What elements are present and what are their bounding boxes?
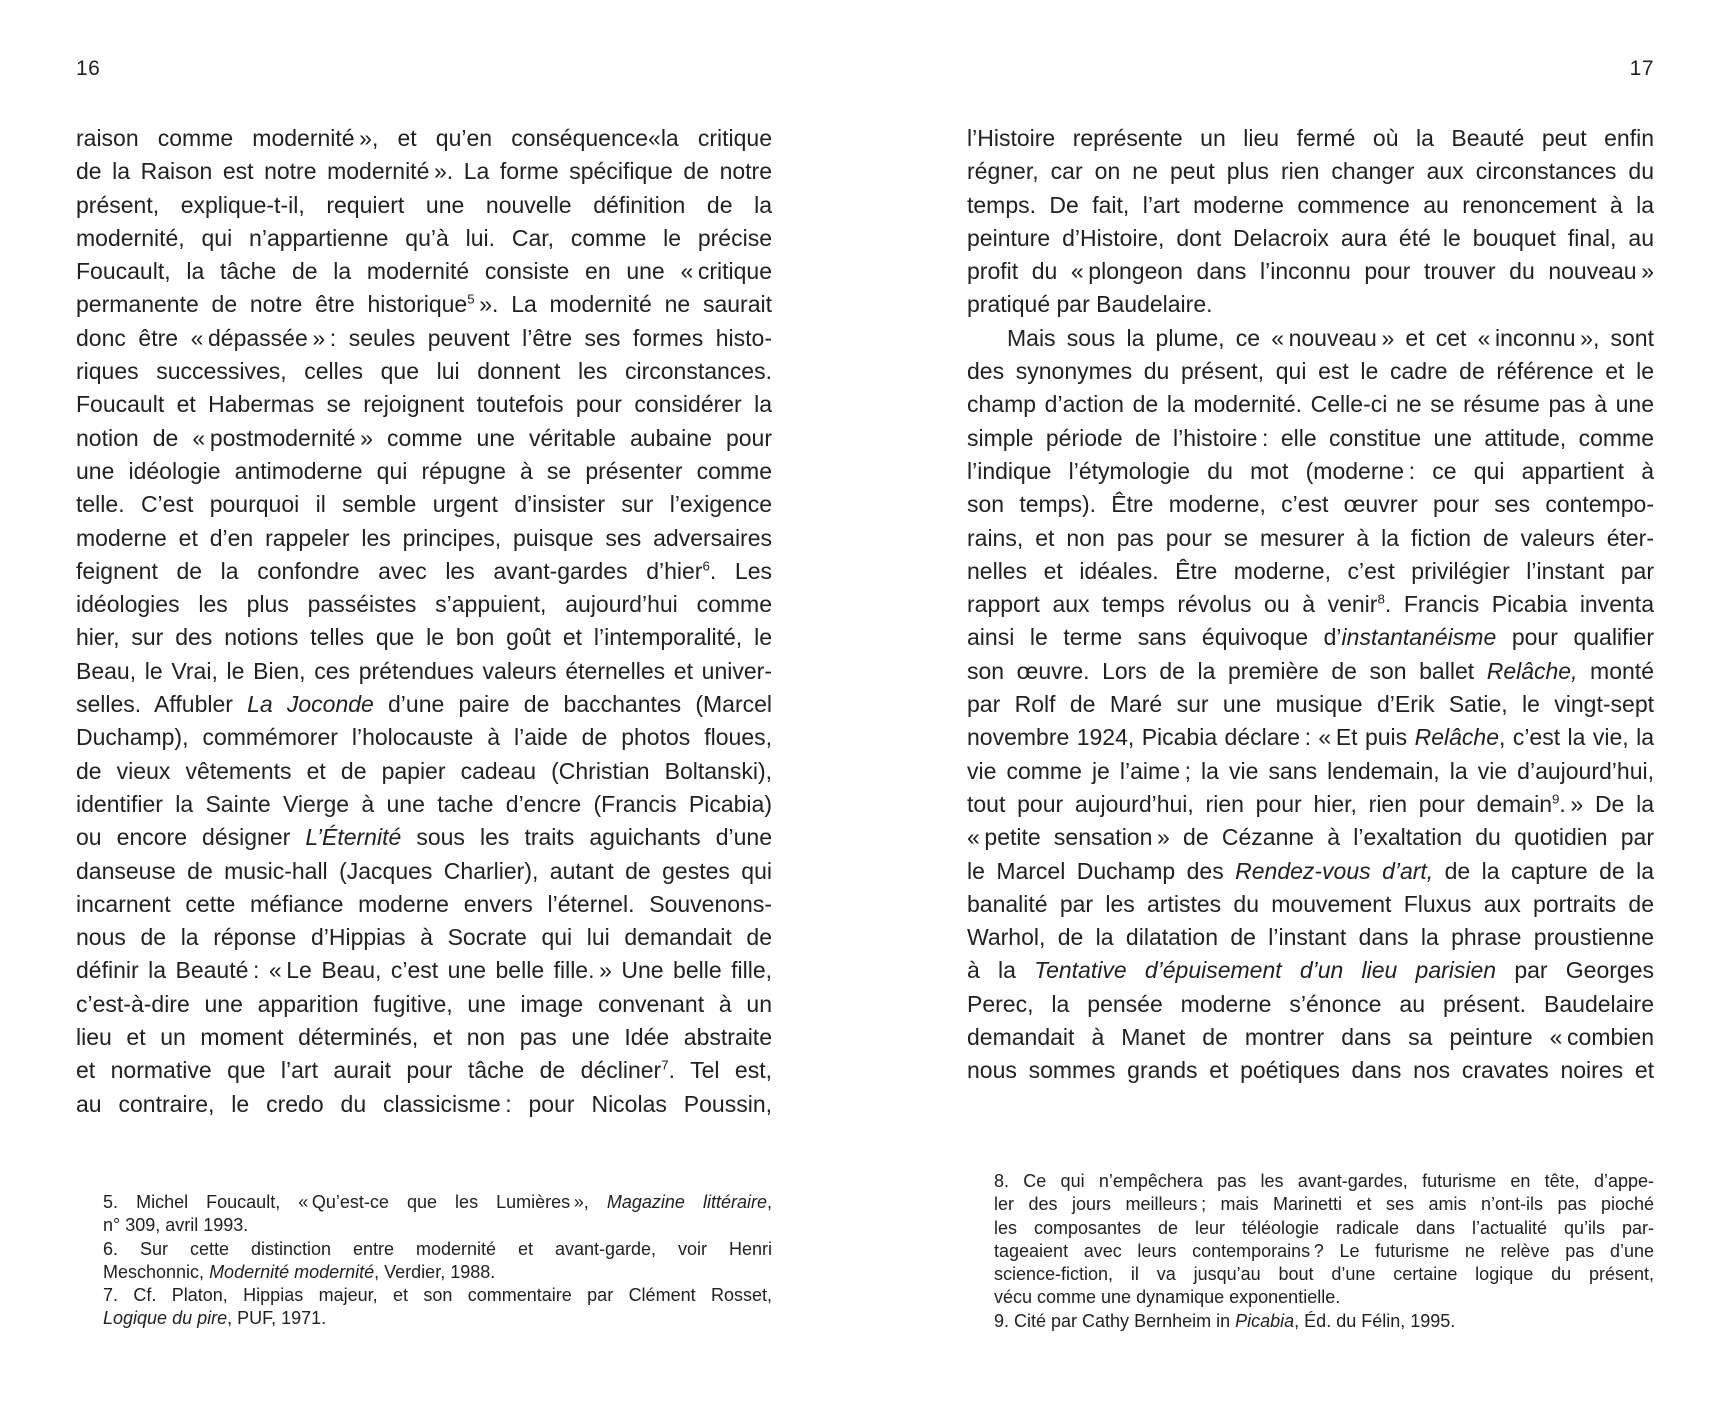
text-line: nelles et idéales. Être moderne, c’est privilégier l’instant par [967, 557, 1654, 584]
text-line: profit du « plongeon dans l’inconnu pour trouver du nouveau » [967, 258, 1654, 285]
text-line: l’Histoire représente un lieu fermé où la Beauté peut enfin [967, 125, 1654, 151]
page-number-right: 17 [1629, 57, 1654, 80]
text-line: et normative que l’art aurait pour tâche de décliner$^7$. Tel est, [76, 1057, 772, 1084]
body-text-left [76, 122, 772, 1121]
text-line: Logique du pire, PUF, 1971. [103, 1308, 327, 1329]
footnotes-right [994, 1170, 1654, 1333]
text-line: donc être « dépassée » : seules peuvent l’être ses formes histo- [76, 324, 772, 351]
text-line: notion de « postmodernité » comme une véritable aubaine pour [76, 424, 772, 451]
text-line: Mais sous la plume, ce « nouveau » et cet « inconnu », sont [1007, 324, 1654, 351]
text-line: nous de la réponse d’Hippias à Socrate qui lui demandait de [76, 924, 772, 951]
page-right [967, 0, 1654, 1417]
text-line: son œuvre. Lors de la première de son ballet Relâche, monté [967, 657, 1654, 684]
text-line: l’indique l’étymologie du mot (moderne : ce qui appartient à [967, 457, 1654, 484]
text-line: Foucault, la tâche de la modernité consiste en une « critique [76, 258, 772, 285]
text-line: selles. Affubler La Joconde d’une paire de bacchantes (Marcel [76, 691, 773, 718]
text-line: Warhol, de la dilatation de l’instant dans la phrase proustienne [967, 924, 1654, 951]
text-line: par Rolf de Maré sur une musique d’Erik Satie, le vingt-sept [967, 691, 1654, 718]
text-line: ler des jours meilleurs ; mais Marinetti et ses amis n’ont-ils pas pioché [994, 1194, 1654, 1215]
text-line: son temps). Être moderne, c’est œuvrer pour ses contempo- [967, 491, 1654, 518]
text-line: à la Tentative d’épuisement d’un lieu parisien par Georges [967, 957, 1654, 984]
text-line: novembre 1924, Picabia déclare : « Et puis Relâche, c’est la vie, la [967, 724, 1654, 751]
text-line: rapport aux temps révolus ou à venir$^8$. Francis Picabia inventa [967, 591, 1654, 618]
text-line: tout pour aujourd’hui, rien pour hier, rien pour demain$^9$. » De la [967, 790, 1654, 817]
text-line: « petite sensation » de Cézanne à l’exaltation du quotidien par [967, 824, 1654, 851]
text-line: banalité par les artistes du mouvement Fluxus aux portraits de [967, 890, 1654, 917]
text-line: temps. De fait, l’art moderne commence au renoncement à la [967, 191, 1654, 218]
text-line: vécu comme une dynamique exponentielle. [994, 1287, 1341, 1308]
text-line: rains, et non pas pour se mesurer à la fiction de valeurs éter- [967, 524, 1654, 551]
page-left [76, 0, 772, 1417]
text-line: tageaient avec leurs contemporains ? Le futurisme ne relève pas d’une [994, 1240, 1654, 1261]
text-line: Foucault et Habermas se rejoignent toutefois pour considérer la [76, 391, 772, 418]
footnotes-left [103, 1191, 772, 1331]
text-line: présent, explique-t-il, requiert une nouvelle définition de la [76, 191, 772, 218]
text-line: 6. Sur cette distinction entre modernité et avant-garde, voir Henri [103, 1238, 772, 1259]
text-line: telle. C’est pourquoi il semble urgent d’insister sur l’exigence [76, 491, 772, 518]
page-number-left: 16 [76, 57, 101, 80]
text-line: régner, car on ne peut plus rien changer aux circonstances du [967, 158, 1654, 185]
text-line: demandait à Manet de montrer dans sa peinture « combien [967, 1024, 1654, 1051]
text-line: ainsi le terme sans équivoque d’instantanéisme pour qualifier [967, 624, 1654, 651]
text-line: feignent de la confondre avec les avant-gardes d’hier$^6$. Les [76, 557, 772, 584]
text-line: n° 309, avril 1993. [103, 1215, 249, 1236]
text-line: Meschonnic, Modernité modernité, Verdier, 1988. [103, 1261, 496, 1282]
text-line: définir la Beauté : « Le Beau, c’est une belle fille. » Une belle fille, [76, 957, 772, 984]
text-line: raison comme modernité », et qu’en conséquence«la critique [76, 125, 772, 151]
text-line: de la Raison est notre modernité ». La forme spécifique de notre [76, 158, 772, 185]
text-line: Perec, la pensée moderne s’énonce au présent. Baudelaire [967, 990, 1654, 1017]
body-text-right [967, 122, 1654, 1088]
text-line: lieu et un moment déterminés, et non pas une Idée abstraite [76, 1024, 772, 1051]
text-line: peinture d’Histoire, dont Delacroix aura été le bouquet final, au [967, 224, 1654, 251]
text-line: simple période de l’histoire : elle constitue une attitude, comme [967, 424, 1654, 451]
text-line: idéologies les plus passéistes s’appuient, aujourd’hui comme [76, 591, 772, 618]
text-line: Duchamp), commémorer l’holocauste à l’aide de photos floues, [76, 724, 772, 751]
text-line: au contraire, le credo du classicisme : pour Nicolas Poussin, [76, 1090, 772, 1117]
text-line: science-fiction, il va jusqu’au bout d’une certaine logique du présent, [994, 1264, 1654, 1285]
text-line: 8. Ce qui n’empêchera pas les avant-gardes, futurisme en tête, d’appe- [994, 1171, 1654, 1191]
text-line: hier, sur des notions telles que le bon goût et l’intemporalité, le [76, 624, 772, 651]
text-line: les composantes de leur téléologie radicale dans l’actualité qu’ils par- [994, 1217, 1654, 1238]
text-line: une idéologie antimoderne qui répugne à se présenter comme [76, 457, 772, 484]
text-line: 7. Cf. Platon, Hippias majeur, et son commentaire par Clément Rosset, [103, 1285, 772, 1306]
text-line: pratiqué par Baudelaire. [967, 291, 1213, 318]
text-line: champ d’action de la modernité. Celle-ci ne se résume pas à une [967, 391, 1654, 418]
text-line: nous sommes grands et poétiques dans nos cravates noires et [967, 1057, 1654, 1084]
text-line: modernité, qui n’appartienne qu’à lui. Car, comme le précise [76, 224, 772, 251]
text-line: permanente de notre être historique$^5$ ». La modernité ne saurait [76, 291, 772, 318]
text-line: moderne et d’en rappeler les principes, puisque ses adversaires [76, 524, 772, 551]
text-line: des synonymes du présent, qui est le cadre de référence et le [967, 358, 1654, 385]
text-line: 9. Cité par Cathy Bernheim in Picabia, Éd. du Félin, 1995. [994, 1310, 1456, 1331]
text-line: ou encore désigner L’Éternité sous les traits aguichants d’une [76, 824, 772, 851]
text-line: incarnent cette méfiance moderne envers l’éternel. Souvenons- [76, 890, 772, 917]
text-line: 5. Michel Foucault, « Qu’est-ce que les Lumières », Magazine littéraire, [103, 1192, 772, 1212]
text-line: vie comme je l’aime ; la vie sans lendemain, la vie d’aujourd’hui, [967, 757, 1654, 784]
text-line: le Marcel Duchamp des Rendez-vous d’art, de la capture de la [967, 857, 1654, 884]
text-line: danseuse de music-hall (Jacques Charlier), autant de gestes qui [76, 857, 772, 884]
text-line: riques successives, celles que lui donnent les circonstances. [76, 358, 772, 385]
text-line: identifier la Sainte Vierge à une tache d’encre (Francis Picabia) [76, 790, 772, 817]
text-line: c’est-à-dire une apparition fugitive, une image convenant à un [76, 990, 772, 1017]
text-line: de vieux vêtements et de papier cadeau (Christian Boltanski), [76, 757, 772, 784]
text-line: Beau, le Vrai, le Bien, ces prétendues valeurs éternelles et univer- [76, 657, 772, 684]
